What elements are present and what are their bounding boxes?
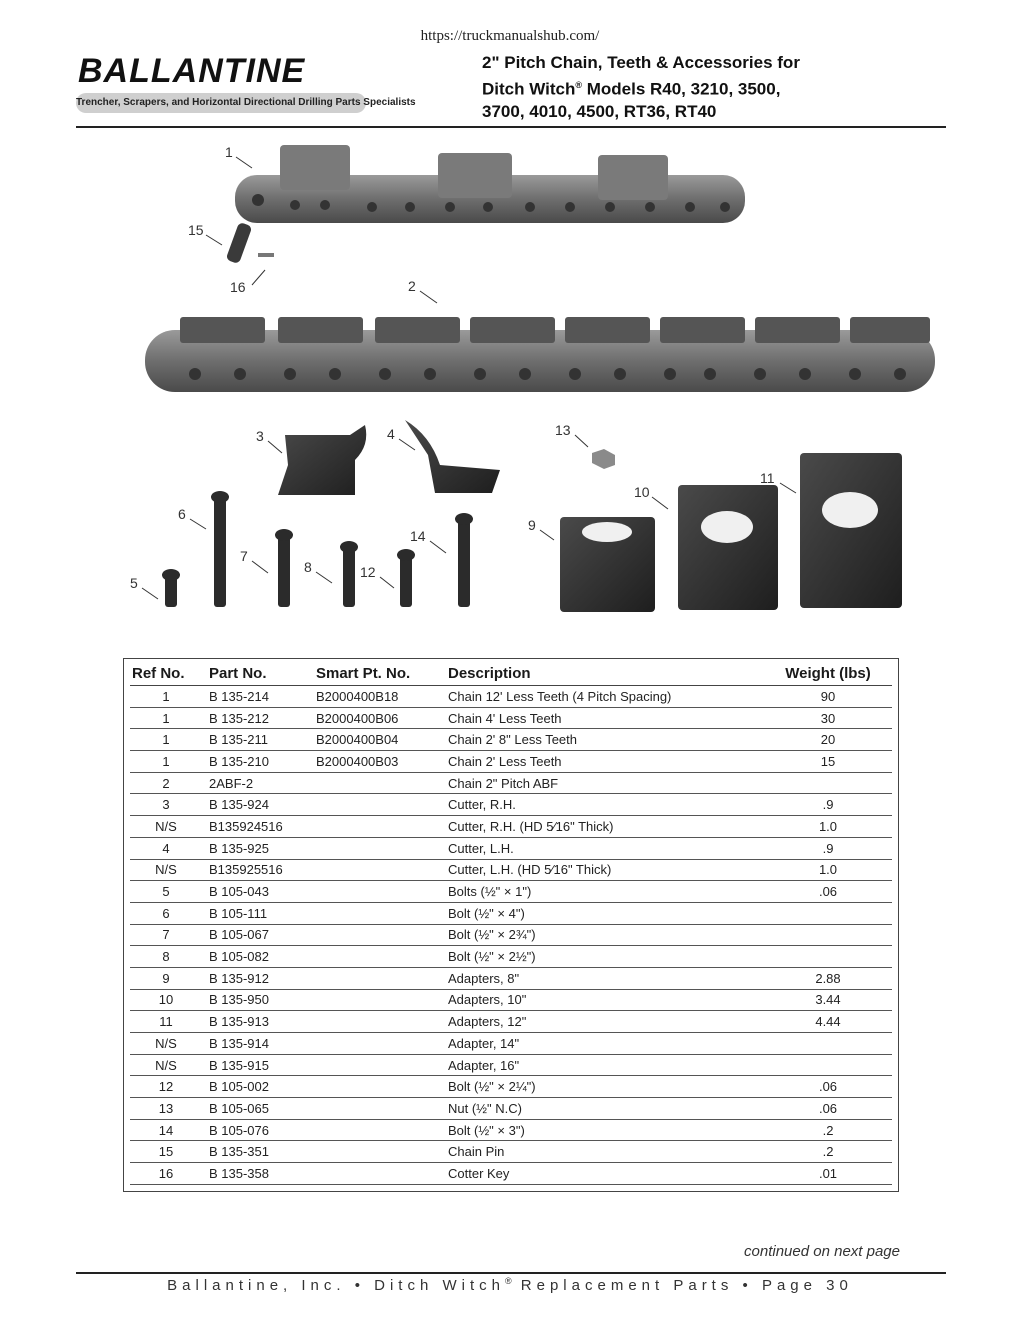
table-row xyxy=(130,1011,892,1033)
adapter-8 xyxy=(560,517,655,612)
cell-weight: .9 xyxy=(764,794,892,816)
cell-ref: 15 xyxy=(130,1141,202,1163)
cell-smart xyxy=(316,967,448,989)
table-row xyxy=(130,1163,892,1185)
svg-text:1: 1 xyxy=(225,144,233,160)
adapter-12 xyxy=(800,453,902,608)
table-row xyxy=(130,707,892,729)
cell-smart xyxy=(316,794,448,816)
svg-text:13: 13 xyxy=(555,422,571,438)
cell-ref: N/S xyxy=(130,816,202,838)
cell-weight: 3.44 xyxy=(764,989,892,1011)
cell-part: B 105-002 xyxy=(202,1076,316,1098)
cell-ref: 9 xyxy=(130,967,202,989)
cell-weight: 2.88 xyxy=(764,967,892,989)
cell-ref: 8 xyxy=(130,946,202,968)
title-line-2: Ditch Witch® Models R40, 3210, 3500, xyxy=(482,79,781,99)
cell-desc: Chain 12' Less Teeth (4 Pitch Spacing) xyxy=(448,686,764,708)
cell-weight xyxy=(764,946,892,968)
cell-smart: B2000400B06 xyxy=(316,707,448,729)
cell-weight xyxy=(764,1033,892,1055)
cell-desc: Adapter, 14" xyxy=(448,1033,764,1055)
cell-desc: Chain Pin xyxy=(448,1141,764,1163)
cell-part: B 105-043 xyxy=(202,881,316,903)
cell-smart xyxy=(316,1054,448,1076)
title-line-3: 3700, 4010, 4500, RT36, RT40 xyxy=(482,101,717,121)
cell-weight xyxy=(764,924,892,946)
page-footer: Ballantine, Inc. • Ditch Witch® Replacement Parts • Page 30 xyxy=(167,1276,853,1294)
chain-pin xyxy=(226,222,253,264)
cell-part: 2ABF-2 xyxy=(202,772,316,794)
source-url: https://truckmanualshub.com/ xyxy=(420,28,600,44)
table-row xyxy=(130,686,892,708)
table-row xyxy=(130,1119,892,1141)
cell-desc: Chain 4' Less Teeth xyxy=(448,707,764,729)
cell-desc: Adapters, 8" xyxy=(448,967,764,989)
cell-ref: 6 xyxy=(130,902,202,924)
table-row xyxy=(130,1054,892,1076)
table-row xyxy=(130,794,892,816)
col-smart: Smart Pt. No. xyxy=(316,661,448,686)
svg-text:7: 7 xyxy=(240,548,248,564)
cell-weight: .9 xyxy=(764,837,892,859)
svg-text:10: 10 xyxy=(634,484,650,500)
svg-text:4: 4 xyxy=(387,426,395,442)
cell-ref: N/S xyxy=(130,1033,202,1055)
cell-smart xyxy=(316,1098,448,1120)
continued-note: continued on next page xyxy=(744,1243,900,1260)
svg-text:3: 3 xyxy=(256,428,264,444)
cell-weight: 4.44 xyxy=(764,1011,892,1033)
parts-table-box xyxy=(123,658,899,1192)
cell-ref: 12 xyxy=(130,1076,202,1098)
cell-desc: Adapter, 16" xyxy=(448,1054,764,1076)
cell-desc: Cutter, L.H. (HD 5⁄16" Thick) xyxy=(448,859,764,881)
cell-smart xyxy=(316,1011,448,1033)
svg-text:15: 15 xyxy=(188,222,204,238)
cell-smart xyxy=(316,816,448,838)
col-part: Part No. xyxy=(202,661,316,686)
parts-drawing xyxy=(110,135,940,625)
cell-smart xyxy=(316,946,448,968)
cell-part: B 135-912 xyxy=(202,967,316,989)
cell-ref: 11 xyxy=(130,1011,202,1033)
cell-ref: 1 xyxy=(130,751,202,773)
parts-table xyxy=(130,661,892,1185)
cell-weight: .06 xyxy=(764,881,892,903)
cell-desc: Bolt (½" × 2½") xyxy=(448,946,764,968)
table-row xyxy=(130,924,892,946)
cell-smart xyxy=(316,989,448,1011)
cell-desc: Cutter, L.H. xyxy=(448,837,764,859)
cell-ref: 3 xyxy=(130,794,202,816)
cell-ref: 2 xyxy=(130,772,202,794)
cell-smart xyxy=(316,837,448,859)
cell-ref: 14 xyxy=(130,1119,202,1141)
cell-ref: 10 xyxy=(130,989,202,1011)
cell-part: B 135-351 xyxy=(202,1141,316,1163)
cell-ref: 4 xyxy=(130,837,202,859)
header-rule xyxy=(76,126,946,128)
page-title xyxy=(482,52,882,123)
cell-smart xyxy=(316,1033,448,1055)
cell-desc: Cutter, R.H. xyxy=(448,794,764,816)
cell-part: B 105-067 xyxy=(202,924,316,946)
table-row xyxy=(130,946,892,968)
cell-part: B 135-913 xyxy=(202,1011,316,1033)
hex-nut xyxy=(592,449,615,469)
cell-part: B 105-082 xyxy=(202,946,316,968)
table-row xyxy=(130,729,892,751)
parts-illustration xyxy=(110,135,940,625)
cell-smart xyxy=(316,1076,448,1098)
svg-text:12: 12 xyxy=(360,564,376,580)
cell-part: B 135-915 xyxy=(202,1054,316,1076)
col-weight: Weight (lbs) xyxy=(764,661,892,686)
adapter-10 xyxy=(678,485,778,610)
svg-text:5: 5 xyxy=(130,575,138,591)
cell-part: B 135-210 xyxy=(202,751,316,773)
cell-weight xyxy=(764,902,892,924)
cell-desc: Bolt (½" × 4") xyxy=(448,902,764,924)
cell-weight xyxy=(764,772,892,794)
cell-part: B 105-111 xyxy=(202,902,316,924)
svg-text:14: 14 xyxy=(410,528,426,544)
cell-weight: 15 xyxy=(764,751,892,773)
chain-long xyxy=(145,317,935,392)
svg-text:9: 9 xyxy=(528,517,536,533)
cell-smart: B2000400B18 xyxy=(316,686,448,708)
cell-smart: B2000400B03 xyxy=(316,751,448,773)
svg-text:8: 8 xyxy=(304,559,312,575)
cell-smart xyxy=(316,1141,448,1163)
cell-smart xyxy=(316,902,448,924)
cell-part: B 135-214 xyxy=(202,686,316,708)
cell-smart xyxy=(316,772,448,794)
cell-weight: 90 xyxy=(764,686,892,708)
cell-desc: Chain 2" Pitch ABF xyxy=(448,772,764,794)
cell-smart xyxy=(316,1163,448,1185)
table-row xyxy=(130,837,892,859)
table-row xyxy=(130,1098,892,1120)
cotter-key xyxy=(258,253,274,257)
cell-part: B 135-212 xyxy=(202,707,316,729)
cell-weight: .06 xyxy=(764,1076,892,1098)
cell-desc: Bolt (½" × 3") xyxy=(448,1119,764,1141)
cell-part: B135925516 xyxy=(202,859,316,881)
table-row xyxy=(130,881,892,903)
cell-part: B 105-065 xyxy=(202,1098,316,1120)
cutter-lh xyxy=(405,420,500,493)
cell-ref: 13 xyxy=(130,1098,202,1120)
cell-weight: .2 xyxy=(764,1119,892,1141)
cell-smart xyxy=(316,1119,448,1141)
cell-smart xyxy=(316,881,448,903)
brand-tagline: Trencher, Scrapers, and Horizontal Directional Drilling Parts Specialists xyxy=(76,93,366,113)
cell-part: B 135-211 xyxy=(202,729,316,751)
footer-rule xyxy=(76,1272,946,1274)
cell-desc: Bolt (½" × 2¾") xyxy=(448,924,764,946)
cell-desc: Adapters, 12" xyxy=(448,1011,764,1033)
cell-weight: .06 xyxy=(764,1098,892,1120)
cell-ref: 5 xyxy=(130,881,202,903)
table-row xyxy=(130,967,892,989)
cell-ref: 7 xyxy=(130,924,202,946)
cell-weight: 1.0 xyxy=(764,816,892,838)
cell-desc: Adapters, 10" xyxy=(448,989,764,1011)
cell-part: B 135-950 xyxy=(202,989,316,1011)
table-row xyxy=(130,1033,892,1055)
cell-desc: Nut (½" N.C) xyxy=(448,1098,764,1120)
table-row xyxy=(130,816,892,838)
bolts xyxy=(162,491,473,607)
table-header-row xyxy=(130,661,892,686)
cell-ref: 1 xyxy=(130,729,202,751)
svg-text:2: 2 xyxy=(408,278,416,294)
cell-weight: .2 xyxy=(764,1141,892,1163)
cell-ref: N/S xyxy=(130,1054,202,1076)
chain-short xyxy=(235,145,745,223)
table-row xyxy=(130,1141,892,1163)
cell-desc: Bolt (½" × 2¼") xyxy=(448,1076,764,1098)
title-line-1: 2" Pitch Chain, Teeth & Accessories for xyxy=(482,53,800,72)
cell-ref: 1 xyxy=(130,686,202,708)
cell-desc: Bolts (½" × 1") xyxy=(448,881,764,903)
cell-weight: 30 xyxy=(764,707,892,729)
cell-desc: Cutter, R.H. (HD 5⁄16" Thick) xyxy=(448,816,764,838)
cell-smart xyxy=(316,924,448,946)
cell-smart xyxy=(316,859,448,881)
col-desc: Description xyxy=(448,661,764,686)
cell-ref: 1 xyxy=(130,707,202,729)
table-row xyxy=(130,859,892,881)
brand-logo: BALLANTINE xyxy=(78,52,306,90)
cell-weight: 1.0 xyxy=(764,859,892,881)
cutter-rh xyxy=(278,425,366,495)
cell-desc: Cotter Key xyxy=(448,1163,764,1185)
cell-smart: B2000400B04 xyxy=(316,729,448,751)
cell-part: B 105-076 xyxy=(202,1119,316,1141)
cell-desc: Chain 2' Less Teeth xyxy=(448,751,764,773)
table-row xyxy=(130,989,892,1011)
cell-ref: 16 xyxy=(130,1163,202,1185)
cell-part: B 135-925 xyxy=(202,837,316,859)
col-ref: Ref No. xyxy=(130,661,202,686)
cell-part: B 135-358 xyxy=(202,1163,316,1185)
table-row xyxy=(130,751,892,773)
svg-text:16: 16 xyxy=(230,279,246,295)
table-row xyxy=(130,902,892,924)
svg-text:11: 11 xyxy=(760,470,775,486)
cell-part: B 135-924 xyxy=(202,794,316,816)
cell-weight xyxy=(764,1054,892,1076)
table-row xyxy=(130,1076,892,1098)
cell-weight: 20 xyxy=(764,729,892,751)
cell-part: B 135-914 xyxy=(202,1033,316,1055)
cell-desc: Chain 2' 8" Less Teeth xyxy=(448,729,764,751)
cell-ref: N/S xyxy=(130,859,202,881)
cell-weight: .01 xyxy=(764,1163,892,1185)
svg-text:6: 6 xyxy=(178,506,186,522)
cell-part: B135924516 xyxy=(202,816,316,838)
table-row xyxy=(130,772,892,794)
